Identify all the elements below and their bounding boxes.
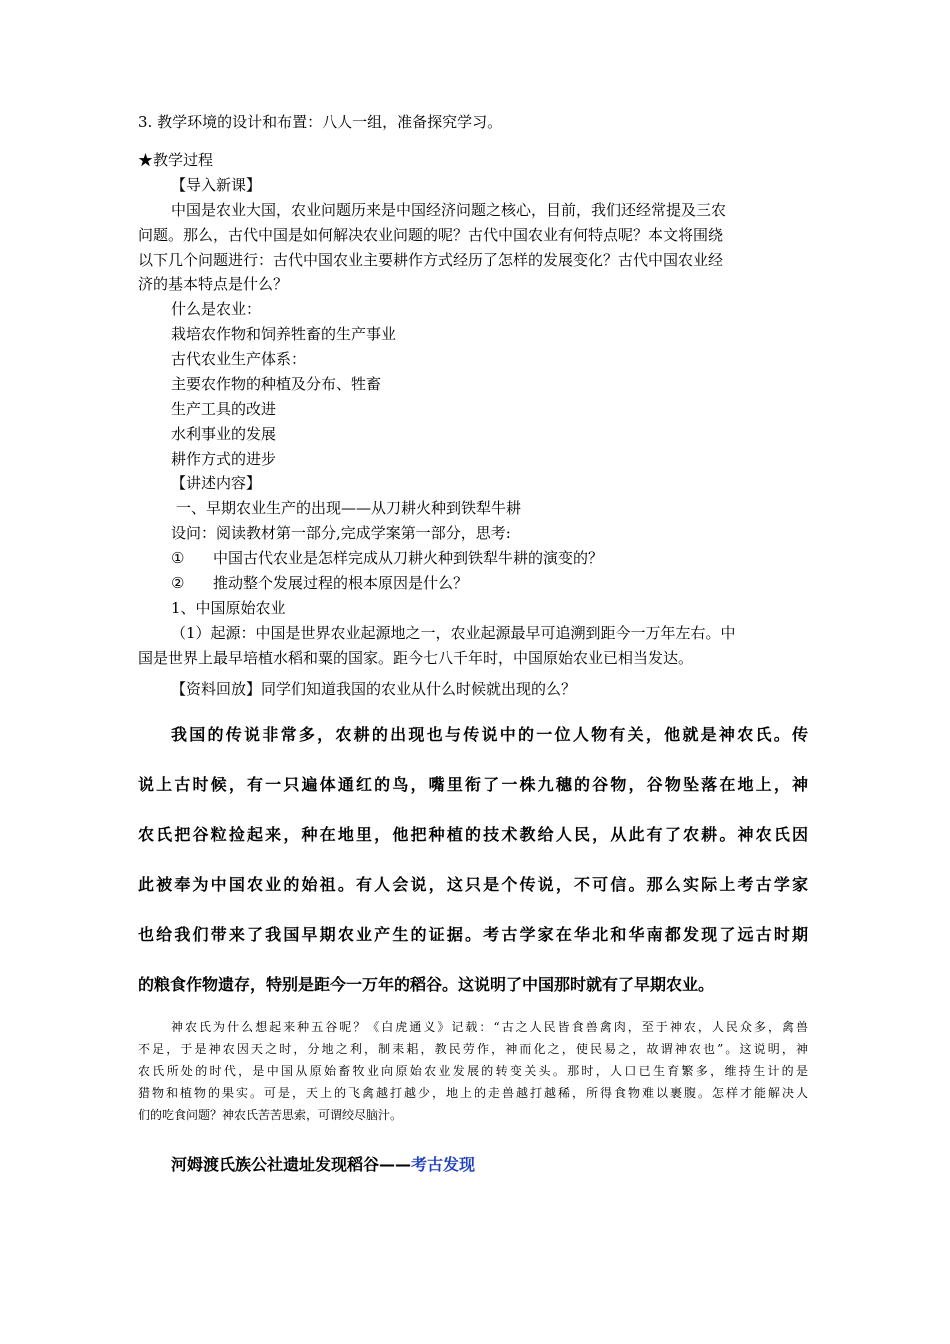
origin-line: （1）起源：中国是世界农业起源地之一，农业起源最早可追溯到距今一万年左右。中 [171,624,736,642]
question-intro: 设问：阅读教材第一部分,完成学案第一部分，思考: [171,524,511,542]
shennong-line: 不足，于是神农因天之时，分地之利，制耒耜，教民劳作，神而化之，使民易之，故谓神农也”。这说明，神 [138,1042,808,1056]
definition-line: 什么是农业： [171,300,262,318]
subsection-title: 1、中国原始农业 [171,599,286,617]
legend-line: 的粮食作物遗存，特别是距今一万年的稻谷。这说明了中国那时就有了早期农业。 [138,975,715,994]
intro-heading: 【导入新课】 [171,176,262,194]
definition-line: 古代农业生产体系： [171,350,307,368]
shennong-line: 们的吃食问题？神农氏苦苦思索，可谓绞尽脑汁。 [138,1108,403,1122]
question-text: 推动整个发展过程的根本原因是什么？ [213,574,469,592]
section-one-title: 一、早期农业生产的出现——从刀耕火种到铁犁牛耕 [176,499,522,517]
content-heading: 【讲述内容】 [171,474,262,492]
legend-line: 也给我们带来了我国早期农业产生的证据。考古学家在华北和华南都发现了远古时期 [138,925,808,944]
shennong-line: 神农氏为什么想起来种五谷呢？《白虎通义》记载：“古之人民皆食兽禽肉，至于神农，人民众多，禽兽 [171,1020,808,1034]
question-item [171,573,468,593]
question-text: 中国古代农业是怎样完成从刀耕火种到铁犁牛耕的演变的？ [213,549,604,567]
shennong-line: 猎物和植物的果实。可是，天上的飞禽越打越少，地上的走兽越打越稀，所得食物难以裹腹。怎样才能解决人 [138,1086,808,1100]
definition-line: 水利事业的发展 [171,425,277,443]
legend-line: 农氏把谷粒捡起来，种在地里，他把种植的技术教给人民，从此有了农耕。神农氏因 [138,825,808,844]
hemudu-heading [171,1153,475,1177]
process-title: ★教学过程 [138,151,214,169]
definition-line: 主要农作物的种植及分布、牲畜 [171,375,382,393]
definition-line: 栽培农作物和饲养牲畜的生产事业 [171,325,397,343]
definition-line: 耕作方式的进步 [171,450,277,468]
origin-line: 国是世界上最早培植水稻和粟的国家。距今七八千年时，中国原始农业已相当发达。 [138,649,694,667]
legend-paragraph [138,710,808,1010]
intro-line: 以下几个问题进行：古代中国农业主要耕作方式经历了怎样的发展变化？古代中国农业经 [138,251,724,269]
archaeology-link[interactable]: 考古发现 [411,1155,476,1174]
environment-item: 3. 教学环境的设计和布置：八人一组，准备探究学习。 [138,113,503,131]
question-number: ① [171,549,185,567]
shennong-line: 农氏所处的时代，是中国从原始畜牧业向原始农业发展的转变关头。那时，人口已生育繁多，维持生计的是 [138,1064,808,1078]
intro-line: 中国是农业大国，农业问题历来是中国经济问题之核心，目前，我们还经常提及三农 [171,201,727,219]
shennong-paragraph [138,1016,808,1126]
review-line: 【资料回放】同学们知道我国的农业从什么时候就出现的么？ [171,680,577,698]
intro-line: 问题。那么，古代中国是如何解决农业问题的呢？古代中国农业有何特点呢？本文将围绕 [138,226,724,244]
intro-line: 济的基本特点是什么？ [138,275,289,293]
legend-line: 此被奉为中国农业的始祖。有人会说，这只是个传说，不可信。那么实际上考古学家 [138,875,808,894]
question-item [171,548,603,568]
question-number: ② [171,574,185,592]
legend-line: 说上古时候，有一只遍体通红的鸟，嘴里衔了一株九穗的谷物，谷物坠落在地上，神 [138,775,808,794]
legend-line: 我国的传说非常多，农耕的出现也与传说中的一位人物有关，他就是神农氏。传 [171,725,808,744]
definition-line: 生产工具的改进 [171,400,277,418]
hemudu-heading-text: 河姆渡氏族公社遗址发现稻谷—— [171,1155,412,1174]
